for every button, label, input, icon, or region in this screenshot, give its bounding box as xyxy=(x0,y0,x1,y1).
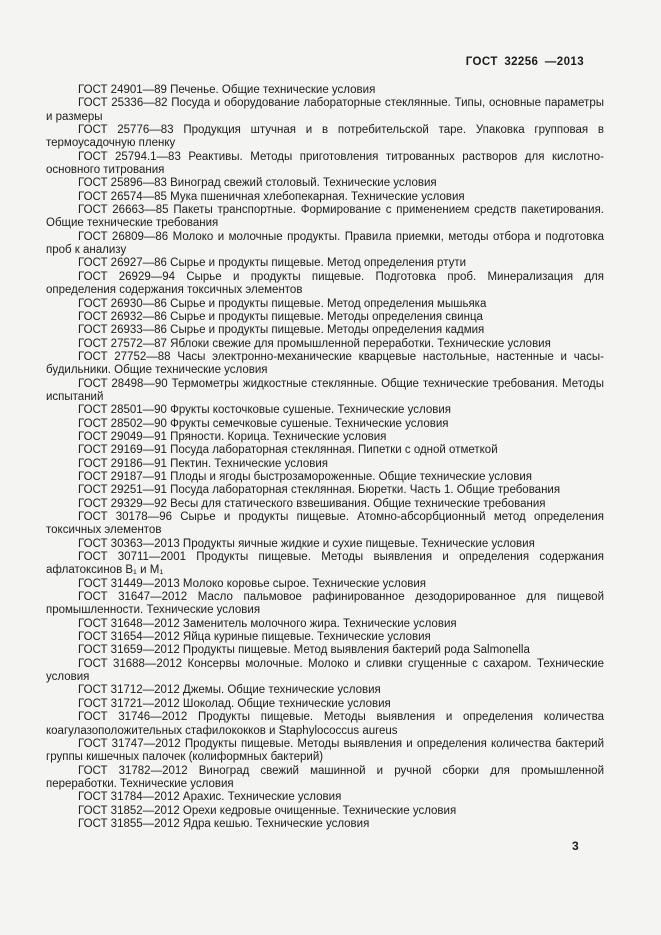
standard-entry: ГОСТ 31852—2012 Орехи кедровые очищенные. Технические условия xyxy=(78,804,457,817)
standard-entry: ГОСТ 31688—2012 Консервы молочные. Молоко и сливки сгущенные с сахаром. Технические условия xyxy=(46,657,604,684)
standard-entry: ГОСТ 25896—83 Виноград свежий столовый. Технические условия xyxy=(78,177,437,190)
standard-entry: ГОСТ 25776—83 Продукция штучная и в потребительской таре. Упаковка групповая в термоусадочную пленку xyxy=(46,124,604,150)
standard-entry: ГОСТ 31782—2012 Виноград свежий машинной и ручной сборки для промышленной переработки. Технические условия xyxy=(46,764,604,790)
standard-entry: ГОСТ 26933—86 Сырье и продукты пищевые. Методы определения кадмия xyxy=(78,324,485,337)
standard-entry: ГОСТ 28502—90 Фрукты семечковые сушеные. Технические условия xyxy=(78,417,449,430)
standard-entry: ГОСТ 31721—2012 Шоколад. Общие технические условия xyxy=(78,697,391,710)
page-number: 3 xyxy=(572,839,579,853)
standard-entry: ГОСТ 25336—82 Посуда и оборудование лабораторные стеклянные. Типы, основные параметры и размеры xyxy=(46,97,604,123)
standard-entry: ГОСТ 31449—2013 Молоко коровье сырое. Технические условия xyxy=(78,577,426,590)
standard-entry: ГОСТ 31659—2012 Продукты пищевые. Метод выявления бактерий рода Salmonella xyxy=(78,644,530,657)
standard-entry: ГОСТ 28498—90 Термометры жидкостные стеклянные. Общие технические требования. Методы испытаний xyxy=(46,377,604,403)
standards-list xyxy=(46,84,604,831)
standard-entry: ГОСТ 29169—91 Посуда лабораторная стеклянная. Пипетки с одной отметкой xyxy=(78,444,498,457)
standard-entry: ГОСТ 29251—91 Посуда лабораторная стеклянная. Бюретки. Часть 1. Общие требования xyxy=(78,484,561,497)
standard-entry: ГОСТ 29186—91 Пектин. Технические условия xyxy=(78,457,328,470)
standard-entry: ГОСТ 30363—2013 Продукты яичные жидкие и сухие пищевые. Технические условия xyxy=(78,537,535,550)
standard-entry: ГОСТ 26663—85 Пакеты транспортные. Формирование с применением средств пакетирования. Общие технические требования xyxy=(46,204,604,230)
standard-entry: ГОСТ 29329—92 Весы для статического взвешивания. Общие технические требования xyxy=(78,497,546,510)
standard-entry: ГОСТ 29187—91 Плоды и ягоды быстрозамороженные. Общие технические условия xyxy=(78,470,533,483)
standard-entry: ГОСТ 31784—2012 Арахис. Технические условия xyxy=(78,791,342,804)
standard-entry: ГОСТ 30711—2001 Продукты пищевые. Методы выявления и определения содержания афлатоксинов В₁ и М₁ xyxy=(46,551,604,577)
standard-entry: ГОСТ 31747—2012 Продукты пищевые. Методы выявления и определения количества бактерий группы кишечных палочек (колиформных бактерий) xyxy=(46,737,604,764)
standard-entry: ГОСТ 31648—2012 Заменитель молочного жира. Технические условия xyxy=(78,617,457,630)
standard-entry: ГОСТ 26930—86 Сырье и продукты пищевые. Метод определения мышьяка xyxy=(78,297,487,310)
standard-entry: ГОСТ 27572—87 Яблоки свежие для промышленной переработки. Технические условия xyxy=(78,337,551,350)
standard-entry: ГОСТ 26927—86 Сырье и продукты пищевые. Метод определения ртути xyxy=(78,257,467,270)
standard-entry: ГОСТ 29049—91 Пряности. Корица. Технические условия xyxy=(78,430,387,443)
standard-entry: ГОСТ 31855—2012 Ядра кешью. Технические условия xyxy=(78,817,370,830)
standard-entry: ГОСТ 27752—88 Часы электронно-механические кварцевые настольные, настенные и часы-будильники. Общие технические условия xyxy=(46,350,604,377)
standard-entry: ГОСТ 25794.1—83 Реактивы. Методы приготовления титрованных растворов для кислотно-основного титрования xyxy=(46,150,604,177)
standard-entry: ГОСТ 26929—94 Сырье и продукты пищевые. Подготовка проб. Минерализация для определения содержания токсичных элементов xyxy=(46,270,604,297)
document-header: ГОСТ 32256 —2013 xyxy=(465,56,584,68)
standard-entry: ГОСТ 24901—89 Печенье. Общие технические условия xyxy=(78,84,376,96)
standard-entry: ГОСТ 31654—2012 Яйца куриные пищевые. Технические условия xyxy=(78,631,431,644)
standard-entry: ГОСТ 26932—86 Сырье и продукты пищевые. Методы определения свинца xyxy=(78,310,483,323)
standard-entry: ГОСТ 31712—2012 Джемы. Общие технические условия xyxy=(78,684,381,697)
standard-entry: ГОСТ 26574—85 Мука пшеничная хлебопекарная. Технические условия xyxy=(78,190,465,203)
standard-entry: ГОСТ 31647—2012 Масло пальмовое рафинированное дезодорированное для пищевой промышленности. Технические условия xyxy=(46,591,604,617)
standard-entry: ГОСТ 28501—90 Фрукты косточковые сушеные. Технические условия xyxy=(78,404,452,417)
standard-entry: ГОСТ 26809—86 Молоко и молочные продукты. Правила приемки, методы отбора и подготовка проб к анализу xyxy=(46,230,604,257)
standard-entry: ГОСТ 30178—96 Сырье и продукты пищевые. Атомно-абсорбционный метод определения токсичных элементов xyxy=(46,511,604,537)
standard-entry: ГОСТ 31746—2012 Продукты пищевые. Методы выявления и определения количества коагулазоположительных стафилококков и Staphylococcus aureus xyxy=(46,711,604,737)
